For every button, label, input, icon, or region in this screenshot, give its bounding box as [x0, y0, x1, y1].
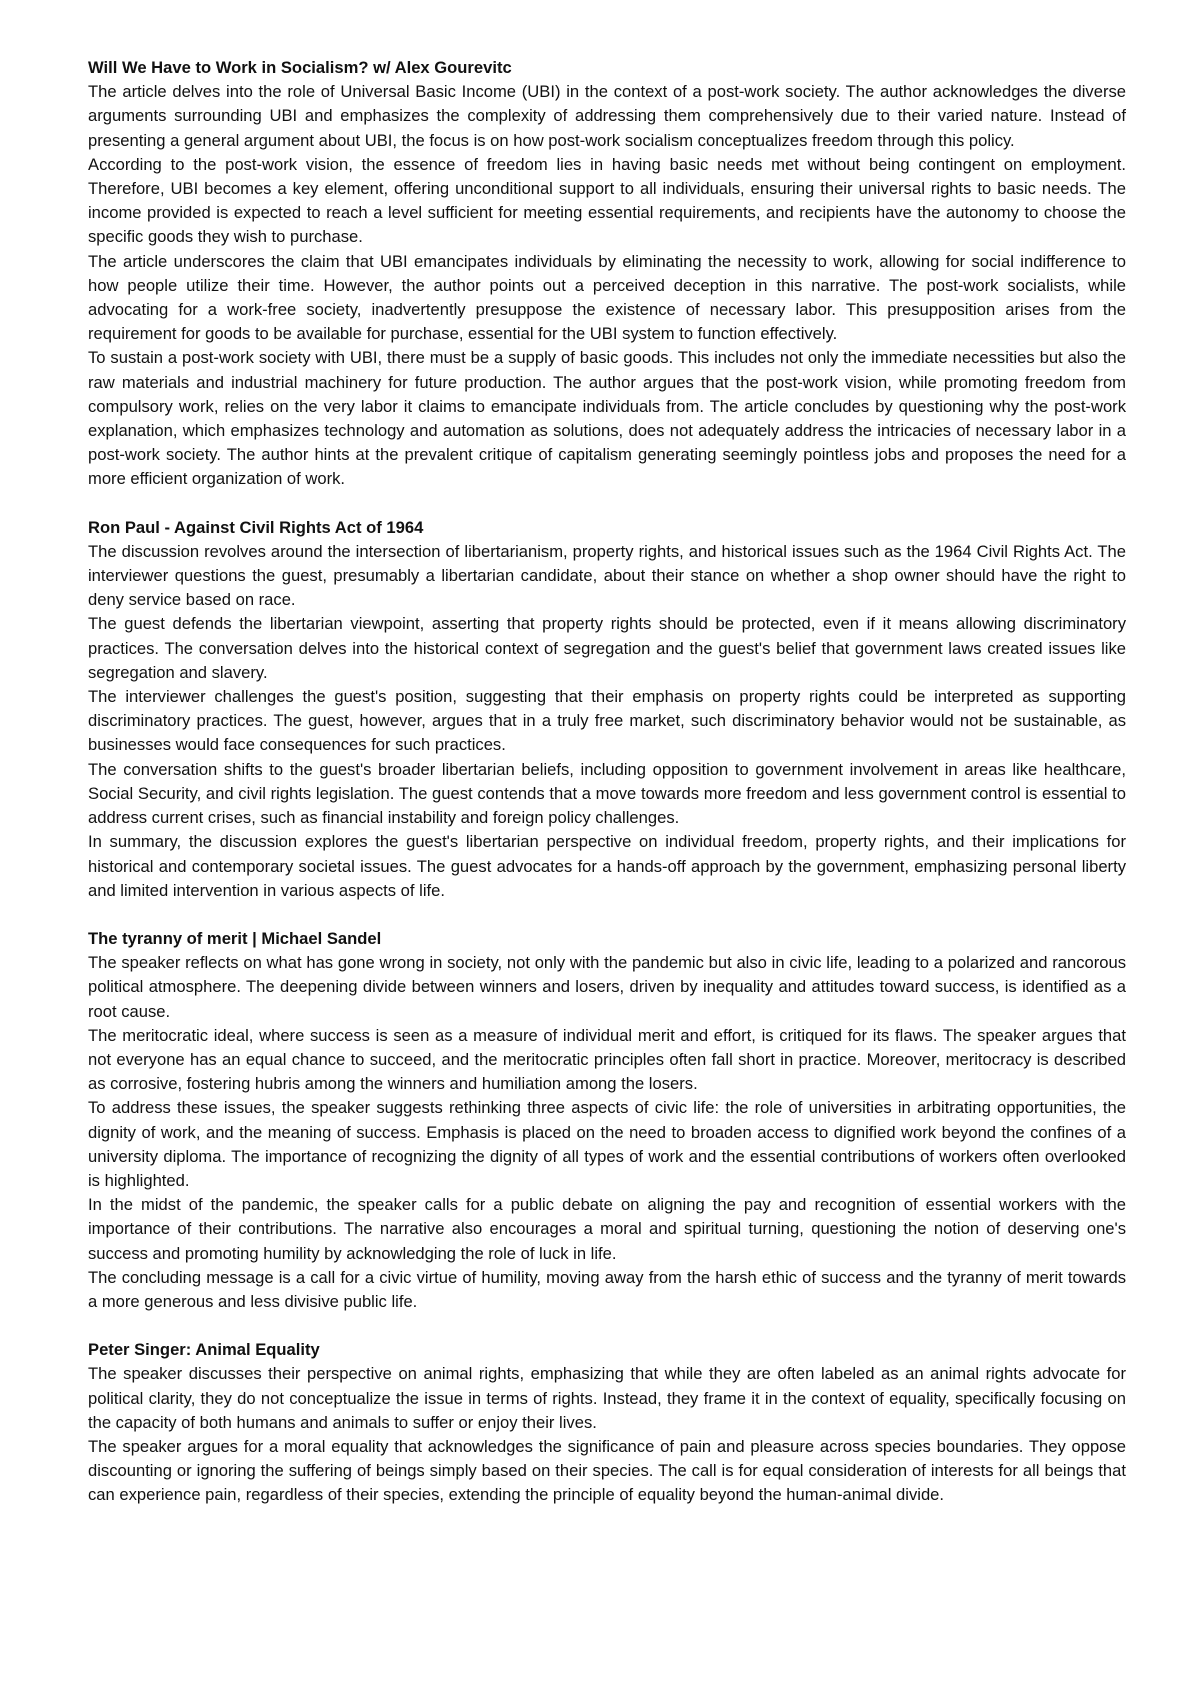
paragraph: The concluding message is a call for a civic virtue of humility, moving away from the harsh ethic of success and the tyranny of merit towards a more generous and less divisive public life.: [88, 1267, 1126, 1311]
paragraph: The article underscores the claim that UBI emancipates individuals by eliminating the necessity to work, allowing for social indifference to how people utilize their time. However, the author points out a perceived deception in this narrative. The post-work socialists, while advocating for a work-free society, inadvertently presuppose the existence of necessary labor. This presupposition arises from the requirement for goods to be available for purchase, essential for the UBI system to function effectively.: [88, 251, 1126, 344]
paragraph: In the midst of the pandemic, the speaker calls for a public debate on aligning the pay and recognition of essential workers with the importance of their contributions. The narrative also encourages a moral and spiritual turning, questioning the notion of deserving one's success and promoting humility by acknowledging the role of luck in life.: [88, 1195, 1126, 1263]
paragraph: The conversation shifts to the guest's broader libertarian beliefs, including opposition to government involvement in areas like healthcare, Social Security, and civil rights legislation. The guest contends that a move towards more freedom and less government control is essential to address current crises, such as financial instability and foreign policy challenges.: [88, 759, 1126, 828]
paragraph: The speaker reflects on what has gone wrong in society, not only with the pandemic but also in civic life, leading to a polarized and rancorous political atmosphere. The deepening divide between winners and losers, driven by inequality and attitudes toward success, is identified as a root cause.: [88, 953, 1126, 1021]
paragraph: The guest defends the libertarian viewpoint, asserting that property rights should be protected, even if it means allowing discriminatory practices. The conversation delves into the historical context of segregation and the guest's belief that government laws created issues like segregation and slavery.: [88, 614, 1126, 682]
section-ron-paul: [88, 516, 1126, 903]
paragraph: The article delves into the role of Universal Basic Income (UBI) in the context of a post-work society. The author acknowledges the diverse arguments surrounding UBI and emphasizes the complexity of addressing them comprehensively due to their varied nature. Instead of presenting a general argument about UBI, the focus is on how post-work socialism conceptualizes freedom through this policy.: [88, 82, 1126, 150]
paragraph: To address these issues, the speaker suggests rethinking three aspects of civic life: the role of universities in arbitrating opportunities, the dignity of work, and the meaning of success. Emphasis is placed on the need to broaden access to dignified work beyond the confines of a university diploma. The importance of recognizing the dignity of all types of work and the essential contributions of workers often overlooked is highlighted.: [88, 1098, 1126, 1190]
paragraph: In summary, the discussion explores the guest's libertarian perspective on individual freedom, property rights, and their implications for historical and contemporary societal issues. The guest advocates for a hands-off approach by the government, emphasizing personal liberty and limited intervention in various aspects of life.: [88, 832, 1126, 900]
section-title: Peter Singer: Animal Equality: [88, 1340, 320, 1360]
paragraph: According to the post-work vision, the essence of freedom lies in having basic needs met without being contingent on employment. Therefore, UBI becomes a key element, offering unconditional support to all individuals, ensuring their universal rights to basic needs. The income provided is expected to reach a level sufficient for meeting essential requirements, and recipients have the autonomy to choose the specific goods they wish to purchase.: [88, 154, 1126, 247]
paragraph: The meritocratic ideal, where success is seen as a measure of individual merit and effort, is critiqued for its flaws. The speaker argues that not everyone has an equal chance to succeed, and the meritocratic principles often fall short in practice. Moreover, meritocracy is described as corrosive, fostering hubris among the winners and humiliation among the losers.: [88, 1025, 1126, 1094]
section-ubi: [88, 56, 1126, 492]
section-title: Will We Have to Work in Socialism? w/ Alex Gourevitc: [88, 58, 512, 77]
paragraph: The speaker argues for a moral equality that acknowledges the significance of pain and pleasure across species boundaries. They oppose discounting or ignoring the suffering of beings simply based on their species. The call is for equal consideration of interests for all beings that can experience pain, regardless of their species, extending the principle of equality beyond the human-animal divide.: [88, 1436, 1126, 1505]
section-animal-equality: [88, 1338, 1126, 1507]
section-title: Ron Paul - Against Civil Rights Act of 1964: [88, 517, 424, 537]
paragraph: The speaker discusses their perspective on animal rights, emphasizing that while they are often labeled as an animal rights advocate for political clarity, they do not conceptualize the issue in terms of rights. Instead, they frame it in the context of equality, specifically focusing on the capacity of both humans and animals to suffer or enjoy their lives.: [88, 1364, 1126, 1432]
section-tyranny-of-merit: [88, 927, 1126, 1314]
paragraph: The discussion revolves around the intersection of libertarianism, property rights, and historical issues such as the 1964 Civil Rights Act. The interviewer questions the guest, presumably a libertarian candidate, about their stance on whether a shop owner should have the right to deny service based on race.: [88, 541, 1126, 610]
section-title: The tyranny of merit | Michael Sandel: [88, 928, 382, 948]
paragraph: To sustain a post-work society with UBI, there must be a supply of basic goods. This includes not only the immediate necessities but also the raw materials and industrial machinery for future production. The author argues that the post-work vision, while promoting freedom from compulsory work, relies on the very labor it claims to emancipate individuals from. The article concludes by questioning why the post-work explanation, which emphasizes technology and automation as solutions, does not adequately address the intricacies of necessary labor in a post-work society. The author hints at the prevalent critique of capitalism generating seemingly pointless jobs and proposes the need for a more efficient organization of work.: [88, 348, 1126, 489]
paragraph: The interviewer challenges the guest's position, suggesting that their emphasis on property rights could be interpreted as supporting discriminatory practices. The guest, however, argues that in a truly free market, such discriminatory behavior would not be sustainable, as businesses would face consequences for such practices.: [88, 687, 1126, 755]
document-page: [88, 56, 1126, 1532]
